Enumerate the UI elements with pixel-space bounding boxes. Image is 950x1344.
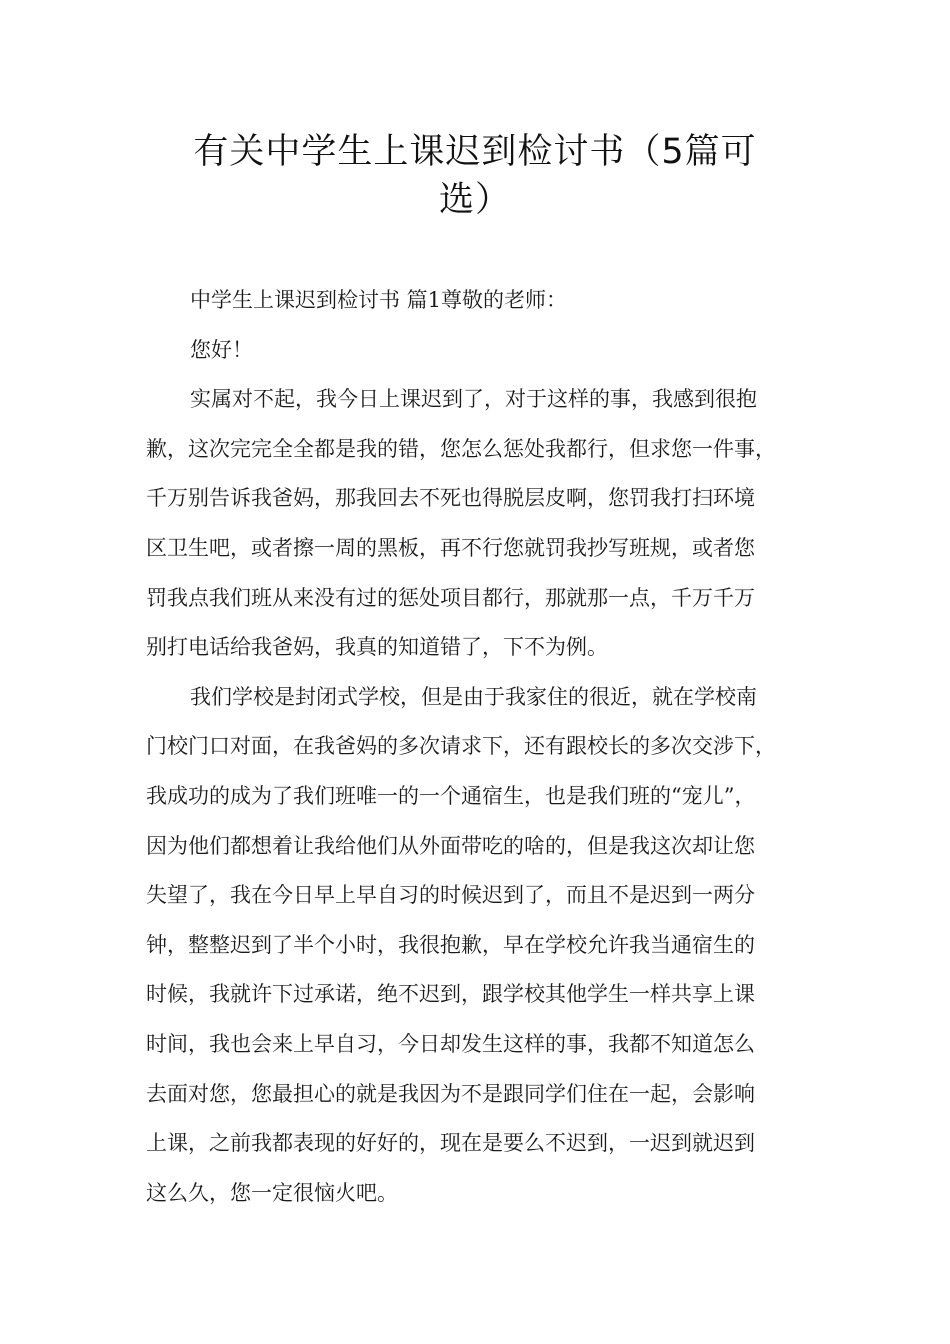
paragraph-2-line: 我们学校是封闭式学校，但是由于我家住的很近，就在学校南 (190, 684, 757, 709)
title-line-1: 有关中学生上课迟到检讨书（5篇可 (193, 132, 757, 172)
paragraph-2-line: 因为他们都想着让我给他们从外面带吃的啥的，但是我这次却让您 (146, 833, 755, 858)
paragraph-2-line: 我成功的成为了我们班唯一的一个通宿生，也是我们班的“宠儿”， (146, 783, 756, 808)
paragraph-2-line: 这么久，您一定很恼火吧。 (146, 1180, 398, 1205)
title-line-2: 选） (438, 180, 511, 220)
paragraph-1-line: 别打电话给我爸妈，我真的知道错了，下不为例。 (146, 635, 608, 660)
paragraph-2-line: 去面对您，您最担心的就是我因为不是跟同学们住在一起，会影响 (146, 1081, 755, 1106)
paragraph-1-line: 实属对不起，我今日上课迟到了，对于这样的事，我感到很抱 (190, 387, 757, 412)
greeting: 您好！ (190, 337, 253, 362)
paragraph-2-line: 时间，我也会来上早自习，今日却发生这样的事，我都不知道怎么 (146, 1031, 755, 1056)
document-title (150, 128, 800, 224)
paragraph-2-line: 上课，之前我都表现的好好的，现在是要么不迟到，一迟到就迟到 (146, 1131, 755, 1156)
paragraph-1-line: 千万别告诉我爸妈，那我回去不死也得脱层皮啊，您罚我打扫环境 (146, 486, 755, 511)
paragraph-2-line: 失望了，我在今日早上早自习的时候迟到了，而且不是迟到一两分 (146, 883, 755, 908)
paragraph-2-line: 门校门口对面，在我爸妈的多次请求下，还有跟校长的多次交涉下， (146, 734, 776, 759)
document-body (146, 276, 826, 1218)
paragraph-2-line: 钟，整整迟到了半个小时，我很抱歉，早在学校允许我当通宿生的 (146, 932, 755, 957)
paragraph-1-line: 区卫生吧，或者擦一周的黑板，再不行您就罚我抄写班规，或者您 (146, 535, 755, 560)
paragraph-1-line: 罚我点我们班从来没有过的惩处项目都行，那就那一点，千万千万 (146, 585, 755, 610)
section-heading: 中学生上课迟到检讨书 篇1尊敬的老师： (190, 288, 568, 312)
paragraph-2-line: 时候，我就许下过承诺，绝不迟到，跟学校其他学生一样共享上课 (146, 982, 755, 1007)
paragraph-1-line: 歉，这次完完全全都是我的错，您怎么惩处我都行，但求您一件事， (146, 436, 776, 461)
